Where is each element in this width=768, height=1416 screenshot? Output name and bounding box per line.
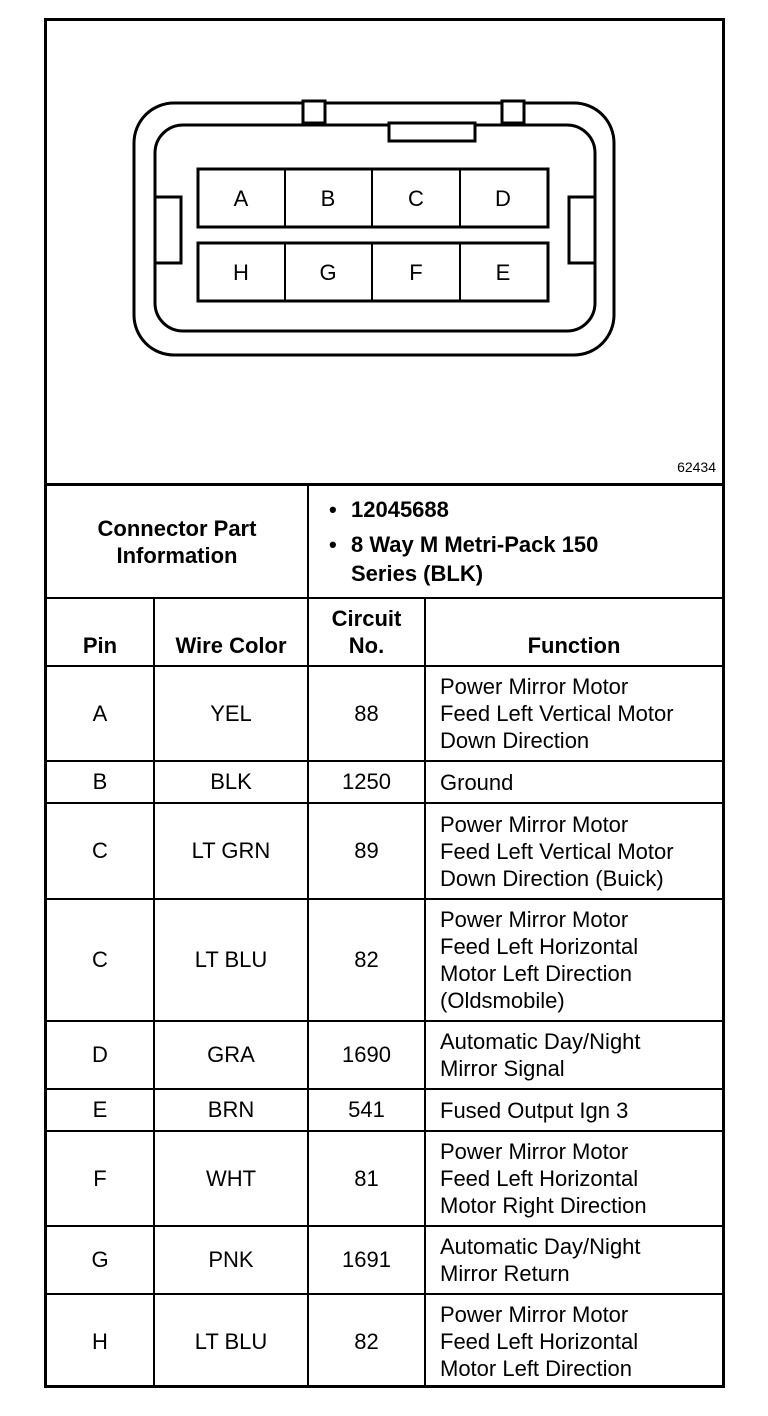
pin-label-d: D xyxy=(495,186,511,211)
function-line: Motor Left Direction xyxy=(440,961,632,986)
cell-wire-color: WHT xyxy=(154,1131,308,1226)
cell-wire-color: GRA xyxy=(154,1021,308,1089)
cell-pin: F xyxy=(47,1131,154,1226)
connector-sheet xyxy=(44,18,725,1388)
function-line: Mirror Signal xyxy=(440,1056,565,1081)
header-wire-color: Wire Color xyxy=(154,598,308,666)
function-line: Automatic Day/Night xyxy=(440,1029,641,1054)
table-row xyxy=(47,1131,722,1226)
function-line: Ground xyxy=(440,769,514,795)
pin-label-h: H xyxy=(233,260,249,285)
connector-type: • 8 Way M Metri-Pack 150 Series (BLK) xyxy=(329,532,599,586)
function-line: Power Mirror Motor xyxy=(440,1302,629,1327)
connector-info-label: Connector Part Information xyxy=(47,486,308,598)
cell-function xyxy=(425,1021,722,1089)
connector-face-drawing xyxy=(47,21,722,483)
function-line: Feed Left Horizontal xyxy=(440,1166,639,1191)
cell-function xyxy=(425,803,722,899)
connector-info-row xyxy=(47,486,722,598)
cell-circuit: 1691 xyxy=(308,1226,425,1294)
function-line: Feed Left Horizontal xyxy=(440,1329,639,1354)
connector-side-key-left xyxy=(155,197,181,263)
cell-wire-color: BLK xyxy=(154,761,308,803)
table-row xyxy=(47,1021,722,1089)
function-line: Down Direction (Buick) xyxy=(440,865,664,891)
connector-housing-outer xyxy=(134,103,614,355)
cell-circuit: 82 xyxy=(308,899,425,1021)
pin-label-g: G xyxy=(319,260,337,285)
cell-pin: C xyxy=(47,803,154,899)
cell-circuit: 1690 xyxy=(308,1021,425,1089)
cell-function xyxy=(425,899,722,1021)
pin-rows xyxy=(47,666,722,1388)
header-pin: Pin xyxy=(47,598,154,666)
table-header-row xyxy=(47,598,722,666)
function-line: Mirror Return xyxy=(440,1261,570,1286)
cell-pin: C xyxy=(47,899,154,1021)
table-row xyxy=(47,1089,722,1131)
cell-wire-color: YEL xyxy=(154,666,308,761)
cell-pin: A xyxy=(47,666,154,761)
connector-latch xyxy=(389,123,475,141)
header-function: Function xyxy=(425,598,722,666)
cell-function xyxy=(425,1294,722,1388)
cell-wire-color: PNK xyxy=(154,1226,308,1294)
cell-function xyxy=(425,1131,722,1226)
cell-pin: G xyxy=(47,1226,154,1294)
cell-circuit: 81 xyxy=(308,1131,425,1226)
function-line: Power Mirror Motor xyxy=(440,1139,629,1164)
cell-pin: H xyxy=(47,1294,154,1388)
cell-circuit: 1250 xyxy=(308,761,425,803)
cell-circuit: 541 xyxy=(308,1089,425,1131)
cell-function xyxy=(425,1226,722,1294)
cell-wire-color: BRN xyxy=(154,1089,308,1131)
table-row xyxy=(47,803,722,899)
cell-circuit: 88 xyxy=(308,666,425,761)
connector-side-key-right xyxy=(569,197,595,263)
connector-part-number: • 12045688 xyxy=(329,497,449,522)
connector-diagram xyxy=(47,21,722,486)
function-line: Feed Left Vertical Motor xyxy=(440,838,674,864)
cell-pin: D xyxy=(47,1021,154,1089)
pin-label-e: E xyxy=(495,260,511,285)
cell-wire-color: LT GRN xyxy=(154,803,308,899)
function-line: Feed Left Horizontal xyxy=(440,934,639,959)
cell-pin: E xyxy=(47,1089,154,1131)
table-row xyxy=(47,761,722,803)
cell-wire-color: LT BLU xyxy=(154,1294,308,1388)
function-line: Feed Left Vertical Motor xyxy=(440,701,674,726)
cell-function xyxy=(425,761,722,803)
function-line: Motor Left Direction xyxy=(440,1356,632,1381)
pin-label-f: F xyxy=(409,260,423,285)
function-line: Power Mirror Motor xyxy=(440,907,629,932)
cell-wire-color: LT BLU xyxy=(154,899,308,1021)
connector-pin-table xyxy=(47,486,722,1388)
cell-function xyxy=(425,1089,722,1131)
header-circuit-no: Circuit No. xyxy=(308,598,425,666)
figure-number: 62434 xyxy=(677,459,716,475)
table-row xyxy=(47,1226,722,1294)
cell-circuit: 82 xyxy=(308,1294,425,1388)
pin-label-c: C xyxy=(408,186,424,211)
table-row xyxy=(47,1294,722,1388)
cell-pin: B xyxy=(47,761,154,803)
cell-function xyxy=(425,666,722,761)
pin-label-a: A xyxy=(233,186,249,211)
connector-info-list xyxy=(308,486,722,598)
function-line: Automatic Day/Night xyxy=(440,1234,641,1259)
function-line: Down Direction xyxy=(440,728,590,753)
connector-top-tab-right xyxy=(502,101,524,123)
function-line: Power Mirror Motor xyxy=(440,674,629,699)
function-line: (Oldsmobile) xyxy=(440,988,565,1013)
function-line: Power Mirror Motor xyxy=(440,811,629,837)
function-line: Motor Right Direction xyxy=(440,1193,647,1218)
pin-label-b: B xyxy=(320,186,336,211)
table-row xyxy=(47,899,722,1021)
table-row xyxy=(47,666,722,761)
cell-circuit: 89 xyxy=(308,803,425,899)
function-line: Fused Output Ign 3 xyxy=(440,1097,629,1123)
connector-top-tab-left xyxy=(303,101,325,123)
